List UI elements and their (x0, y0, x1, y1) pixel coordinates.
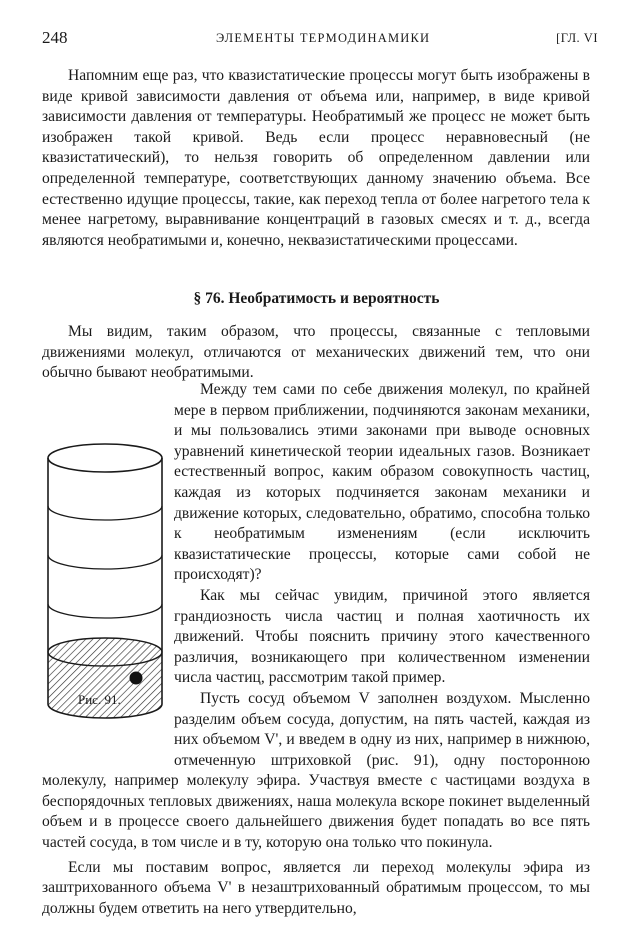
wrapped-text-block (42, 380, 590, 919)
page-number: 248 (42, 28, 68, 47)
divider-1 (48, 506, 162, 520)
paragraph-6: Если мы поставим вопрос, является ли переход молекулы эфира из заштрихованного объема V' в незаштрихованный обратимым процессом, то мы должны будем ответить на него утвердительно, (42, 858, 590, 917)
paragraph-4: Как мы сейчас увидим, причиной этого является грандиозность числа частиц и полная хаотичность их движений. Чтобы пояснить причину этого качественного различия, возникающего при количественном изменении числа частиц, рассмотрим такой пример. (174, 586, 590, 687)
paragraph-3: Между тем сами по себе движения молекул, по крайней мере в первом приближении, подчиняются законам механики, и мы пользовались этими законами при выводе основных уравнений кинетической теории идеальных газов. Возникает естественный вопрос, каким образом совокупность частиц, каждая из которых подчиняется законам механики и движение которых, следовательно, обратимо, способна только к необратимым изменениям (если исключить квазистатические процессы, которые сами собой не происходят)? (174, 381, 590, 584)
paragraph-1: Напомним еще раз, что квазистатические процессы могут быть изображены в виде кривой зависимости давления от объема или, например, в виде кривой зависимости давления от температуры. Необратимый же процесс не может быть изображен такой кривой. Ведь если процесс неравновесный (не квазистатический), то нельзя говорить об определенном давлении или определенной температуре, соответствующих данному значению объема. Все естественно идущие процессы, такие, как переход тепла от более нагретого тела к менее нагретому, выравнивание концентраций в газовых смесях и т. д., всегда являются необратимыми и, конечно, неквазистатическими процессами. (42, 67, 590, 249)
page-header (42, 28, 598, 50)
divider-3 (48, 604, 162, 618)
section-title: § 76. Необратимость и вероятность (193, 290, 440, 307)
paragraph-5: Пусть сосуд объемом V заполнен воздухом. Мысленно разделим объем сосуда, допустим, на пять частей, каждая из них объемом V', и введем в одну из них, например в нижнюю, отмеченную штриховкой (рис. 91), одну посторонною молекулу, например молекулу эфира. Участвуя вместе с частицами воздуха в беспорядочных тепловых движениях, наша молекула вскоре покинет выделенный объем и в процессе своего дальнейшего движения будет попадать во все пять частей сосуда, в том числе и в ту, которую она только что покинула. (42, 689, 590, 852)
ether-molecule (130, 672, 143, 685)
hatched-top-ellipse (48, 638, 162, 666)
figure-caption: Рис. 91. (78, 692, 121, 707)
divider-2 (48, 555, 162, 569)
chapter-label: [ГЛ. VI (556, 31, 598, 45)
running-title: ЭЛЕМЕНТЫ ТЕРМОДИНАМИКИ (216, 31, 431, 45)
cylinder-top (48, 444, 162, 472)
paragraph-2: Мы видим, таким образом, что процессы, связанные с тепловыми движениями молекул, отличаются от механических движений тем, что они обычно бывают необратимыми. (42, 323, 590, 382)
